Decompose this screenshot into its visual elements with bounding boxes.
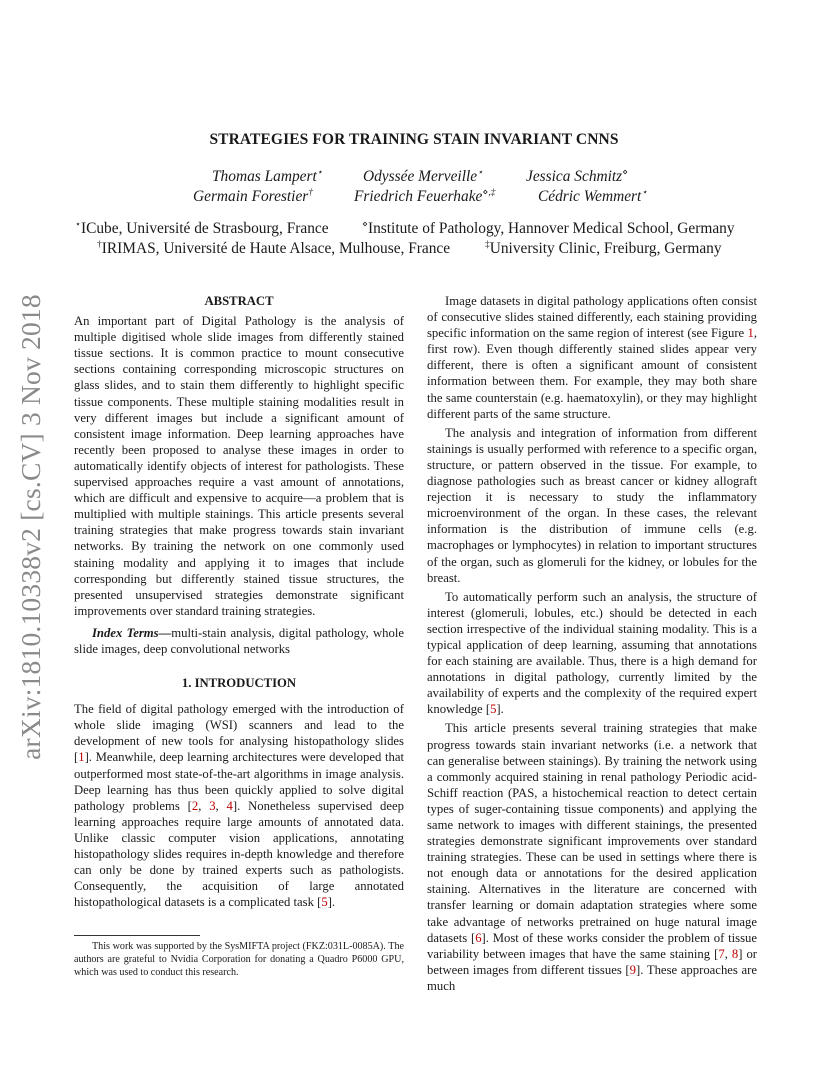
figure-link[interactable]: 1 bbox=[747, 326, 754, 341]
author: Odyssée Merveille⋆ bbox=[363, 167, 484, 185]
citation-link[interactable]: 5 bbox=[321, 895, 328, 910]
affiliation-list bbox=[0, 220, 828, 260]
footnote-rule bbox=[74, 935, 200, 936]
affiliation: ⋄Institute of Pathology, Hannover Medical School, Germany bbox=[362, 219, 735, 237]
arxiv-watermark bbox=[6, 288, 56, 766]
index-terms-label: Index Terms— bbox=[92, 625, 172, 640]
arxiv-id: arXiv:1810.10338v2 [cs.CV] 3 Nov 2018 bbox=[15, 294, 46, 760]
citation-link[interactable]: 5 bbox=[490, 702, 497, 717]
abstract-text: An important part of Digital Pathology is the analysis of multiple digitised whole slide images from differently stained tissue sections. It is common practice to mount consecutive sections containing corresponding microscopic structures on glass slides, and to stain them differently to highlight specific tissue components. These multiple staining modalities result in very different images but include a significant amount of consistent image information. Deep learning approaches have recently been proposed to analyse these images in order to automatically identify objects of interest for pathologists. These supervised approaches require a vast amount of annotations, which are difficult and expensive to acquire—a problem that is multiplied with multiple stainings. This article presents several training strategies that make progress towards stain invariant networks. By training the network on one commonly used staining modality and applying it to images that include corresponding but differently stained tissue structures, the presented unsupervised strategies demonstrate significant improvements over standard training strategies. bbox=[74, 314, 404, 618]
body-paragraph: Image datasets in digital pathology applications often consist of consecutive slides stained differently, each staining providing specific information on the same region of interest (see Figure 1, first row). Even though differently stained slides appear very different, there is often a significant amount of consistent information between them. For example, they may both share the same counterstain (e.g. haematoxylin), or they may highlight different parts of the same structure. bbox=[427, 294, 757, 421]
index-terms-text: multi-stain analysis, digital pathology, whole slide images, deep convolutional networks bbox=[74, 625, 404, 656]
affiliation: ⋆ICube, Université de Strasbourg, France bbox=[75, 219, 329, 237]
citation-link[interactable]: 7 bbox=[718, 946, 725, 961]
intro-paragraph: The field of digital pathology emerged with the introduction of whole slide imaging (WSI) scanners and lead to the development of new tools for analysing histopathology slides [1]. Meanwhile, deep learning architectures were developed that outperformed most state-of-the-art algorithms in image analysis. Deep learning has thus been quickly applied to solve digital pathology problems [2, 3, 4]. Nonetheless supervised deep learning approaches require large amounts of annotated data. Unlike classic computer vision applications, annotating histopathology slides requires in-depth knowledge and therefore can only be done by trained experts such as pathologists. Consequently, the acquisition of large annotated histopathological datasets is a complicated task [5]. bbox=[74, 702, 404, 910]
body-paragraph: This article presents several training strategies that make progress towards stain invariant networks (i.e. a network that can generalise between stainings). By training the network using a commonly acquired staining in renal pathology Periodic acid-Schiff reaction (PAS, a histochemical reaction to detect certain types of suger-containing tissue components) and applying the same network to images with different stainings, the presented strategies demonstrate significant improvements over standard training strategies. These can be used in settings where there is not enough data or annotations for the desired application staining. Alternatives in the literature are concerned with transfer learning or domain adaptation strategies where some take advantage of networks pretrained on huge natural image datasets [6]. Most of these works consider the problem of tissue variability between images that have the same staining [7, 8] or between images from different tissues [9]. These approaches are much bbox=[427, 721, 758, 993]
author: Jessica Schmitz⋄ bbox=[526, 167, 629, 185]
citation-link[interactable]: 4 bbox=[226, 798, 233, 813]
affiliation: ‡University Clinic, Freiburg, Germany bbox=[485, 239, 722, 257]
citation-link[interactable]: 6 bbox=[475, 930, 482, 945]
author-list bbox=[0, 168, 828, 208]
author: Germain Forestier† bbox=[193, 187, 314, 205]
paper-title: STRATEGIES FOR TRAINING STAIN INVARIANT CNNS bbox=[209, 131, 619, 148]
author: Friedrich Feuerhake⋄,‡ bbox=[354, 187, 496, 205]
footnote: This work was supported by the SysMIFTA project (FKZ:031L-0085A). The authors are grateful to Nvidia Corporation for donating a Quadro P6000 GPU, which was used to conduct this research. bbox=[74, 941, 404, 979]
affiliation: †IRIMAS, Université de Haute Alsace, Mulhouse, France bbox=[97, 239, 451, 257]
citation-link[interactable]: 8 bbox=[731, 946, 739, 961]
body-paragraph: The analysis and integration of information from different stainings is usually performed with reference to a specific organ, structure, or pattern observed in the tissue. For example, to diagnose pathologies such as breast cancer or kidney allograft rejection it is necessary to study the inflammatory microenvironment of the organ. In these cases, the relevant information is the distribution of immune cells (e.g. macrophages or lymphocytes) in relation to important structures of the organ, such as glomeruli for the kidney, or lobules for the breast. bbox=[427, 425, 757, 585]
citation-link[interactable]: 3 bbox=[209, 798, 216, 813]
author: Thomas Lampert⋆ bbox=[212, 167, 323, 185]
left-column bbox=[74, 293, 404, 910]
body-paragraph: To automatically perform such an analysis, the structure of interest (glomeruli, lobules, etc.) should be detected in each section irrespective of the individual staining modality. This is a typical application of deep learning, assuming that annotations for each staining are available. Thus, there is a high demand for annotations in digital pathology, currently limited by the availability of experts and the complexity of the required expert knowledge [5]. bbox=[427, 589, 757, 717]
section-heading-introduction: 1. INTRODUCTION bbox=[181, 676, 297, 691]
citation-link[interactable]: 2 bbox=[191, 798, 199, 813]
citation-link[interactable]: 9 bbox=[629, 962, 637, 977]
right-column bbox=[427, 293, 757, 994]
author: Cédric Wemmert⋆ bbox=[538, 187, 648, 205]
abstract-heading: ABSTRACT bbox=[204, 294, 274, 308]
citation-link[interactable]: 1 bbox=[78, 750, 85, 765]
index-terms bbox=[74, 625, 404, 657]
